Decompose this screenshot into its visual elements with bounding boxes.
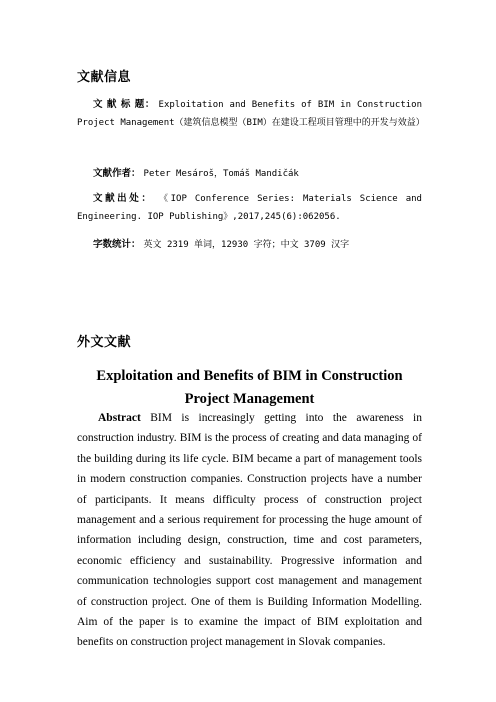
doc-source-label: 文献出处： [93,193,154,204]
doc-title-label: 文 献 标 题： [93,99,155,110]
doc-source-value: 《IOP Conference Series: Materials Science and Engineering. IOP Publishing》,2017,245(6):062056. [77,194,422,222]
abstract-label: Abstract [98,412,141,424]
doc-wordcount-entry [77,236,422,254]
doc-info-heading: 文献信息 [77,70,132,85]
doc-wordcount-label: 字数统计： [93,239,141,250]
abstract-paragraph [77,408,422,653]
doc-author-value: Peter Mesároš，Tomáš Mandičák [143,169,299,179]
doc-author-entry [77,165,422,183]
doc-author-label: 文献作者： [93,168,141,179]
doc-title-entry [77,96,425,132]
abstract-text: BIM is increasingly getting into the awareness in construction industry. BIM is the process of creating and data managing of the building during its life cycle. BIM became a part of management tools in modern construction companies. Construction projects have a number of participants. It means difficulty process of construction project management and a serious requirement for processing the huge amount of information including design, construction, time and cost parameters, economic efficiency and sustainability. Progressive information and communication technologies support cost management and management of construction project. One of them is Building Information Modelling. Aim of the paper is to examine the impact of BIM exploitation and benefits on construction project management in Slovak companies. [77,412,422,649]
doc-source-entry [77,190,422,226]
doc-title-value: Exploitation and Benefits of BIM in Construction Project Management（建筑信息模型（BIM）在建设工程项目管理中的开发与效益） [77,100,425,128]
doc-wordcount-value: 英文 2319 单词，12930 字符；中文 3709 汉字 [143,240,350,250]
paper-title: Exploitation and Benefits of BIM in Construction Project Management [96,368,403,407]
foreign-literature-heading: 外文文献 [77,335,132,350]
